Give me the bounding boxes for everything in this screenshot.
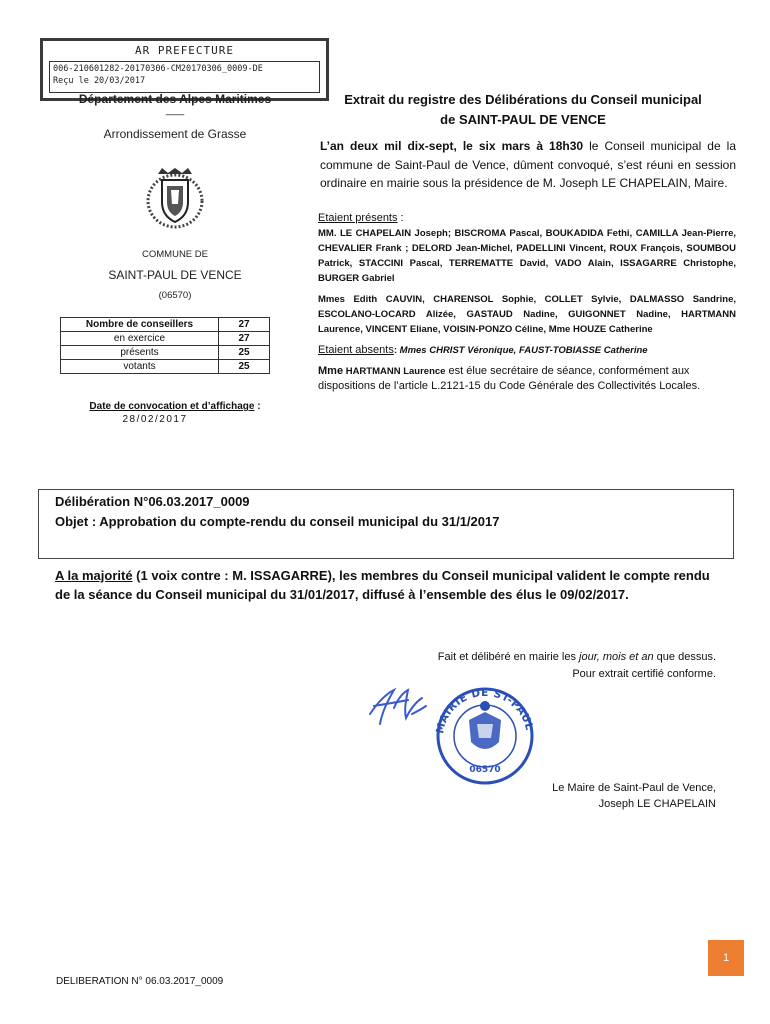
councillors-table (60, 317, 270, 374)
deliberation-number: Délibération N°06.03.2017_0009 (55, 494, 250, 509)
table-label: en exercice (61, 332, 219, 346)
secretary-mme: Mme (318, 365, 344, 377)
seal-text: MAIRIE DE ST-PAUL (434, 686, 536, 735)
decision-text: (1 voix contre : M. ISSAGARRE), les membres du Conseil municipal valident le compte rendu de la séance du Conseil municipal du 31/01/2017, diffusé à l’ensemble des élus le 09/02/2017. (55, 568, 710, 602)
closing-block (360, 649, 716, 683)
intro-text: le Conseil municipal de la commune de Saint-Paul de Vence, dûment convoqué, s’est réuni en session ordinaire en mairie sous la présidence de M. Joseph LE CHAPELAIN, Maire. (320, 139, 736, 190)
department-title: Département des Alpes Maritimes (78, 92, 272, 106)
presents-label: Etaient présents (318, 212, 398, 224)
seal-code: 06570 (469, 765, 501, 775)
secretary-paragraph (318, 364, 718, 394)
absents-names: Mmes CHRIST Véronique, FAUST-TOBIASSE Catherine (399, 345, 648, 356)
decision-majority: A la majorité (55, 568, 133, 583)
presents-heading (318, 211, 736, 226)
table-row (61, 332, 270, 346)
register-title-line1: Extrait du registre des Délibérations du Conseil municipal (344, 92, 702, 107)
table-label: Nombre de conseillers (61, 318, 219, 332)
closing-suffix: que dessus. (653, 651, 716, 663)
stamp-inner-box (49, 61, 320, 93)
stamp-received-date: Reçu le 20/03/2017 (53, 76, 146, 86)
register-title (318, 90, 728, 130)
convocation-label: Date de convocation et d’affichage (89, 401, 255, 412)
table-row (61, 360, 270, 374)
coat-of-arms-icon (140, 168, 210, 230)
department-separator: ___ (165, 104, 185, 116)
stamp-reference: 006-210601282-20170306-CM20170306_0009-DE (53, 64, 263, 74)
convocation-date: 28/02/2017 (122, 414, 188, 425)
absents-line (318, 343, 736, 358)
signatory-block (430, 780, 716, 812)
footer-reference: DELIBERATION N° 06.03.2017_0009 (56, 976, 224, 987)
handwritten-signature (364, 684, 434, 732)
convocation-heading (60, 401, 290, 412)
convocation-colon: : (254, 401, 261, 412)
commune-label: COMMUNE DE (142, 249, 208, 260)
absents-colon: : (393, 345, 400, 356)
table-value: 25 (219, 360, 270, 374)
closing-line (360, 649, 716, 666)
commune-name: SAINT-PAUL DE VENCE (108, 268, 242, 282)
stamp-title: AR PREFECTURE (134, 44, 235, 57)
absents-label: Etaient absents (318, 344, 394, 356)
postal-code: (06570) (158, 290, 192, 301)
table-value: 25 (219, 346, 270, 360)
deliberation-object: Objet : Approbation du compte-rendu du conseil municipal du 31/1/2017 (55, 514, 500, 529)
deliberation-box (38, 489, 734, 559)
arrondissement: Arrondissement de Grasse (103, 127, 247, 141)
table-row (61, 346, 270, 360)
intro-paragraph (320, 137, 736, 193)
closing-certified: Pour extrait certifié conforme. (572, 668, 716, 680)
intro-date: L’an deux mil dix-sept, le six mars à 18h30 (320, 139, 584, 153)
table-label: présents (61, 346, 219, 360)
table-value: 27 (219, 318, 270, 332)
presents-colon: : (397, 212, 404, 224)
register-title-line2: de SAINT-PAUL DE VENCE (440, 112, 606, 127)
signatory-name: Joseph LE CHAPELAIN (598, 798, 716, 810)
decision-paragraph (55, 566, 725, 604)
page-number-badge: 1 (708, 940, 744, 976)
secretary-text: est élue secrétaire de séance, conformément aux dispositions de l’article L.2121-15 du Code Générale des Collectivités Locales. (318, 365, 701, 392)
mairie-seal (429, 686, 541, 786)
table-label: votants (61, 360, 219, 374)
table-row (61, 318, 270, 332)
presents-men: MM. LE CHAPELAIN Joseph; BISCROMA Pascal, BOUKADIDA Fethi, CAMILLA Jean-Pierre, CHEVALIER Frank ; DELORD Jean-Michel, PADELLINI Vincent, ROUX François, SOUMBOU Patrick, STACCINI Pascal, TERREMATTE David, VADO Alain, ISSAGARRE Christophe, BURGER Gabriel (318, 228, 736, 284)
signatory-role: Le Maire de Saint-Paul de Vence, (552, 782, 716, 794)
secretary-name: HARTMANN Laurence (343, 366, 446, 377)
table-value: 27 (219, 332, 270, 346)
closing-italic: jour, mois et an (579, 651, 654, 663)
presents-women: Mmes Edith CAUVIN, CHARENSOL Sophie, COLLET Sylvie, DALMASSO Sandrine, ESCOLANO-LOCARD Alizée, GASTAUD Nadine, GUIGONNET Nadine, HARTMANN Laurence, VINCENT Eliane, VOISIN-PONZO Céline, Mme HOUZE Catherine (318, 294, 736, 335)
closing-prefix: Fait et délibéré en mairie les (437, 651, 580, 663)
